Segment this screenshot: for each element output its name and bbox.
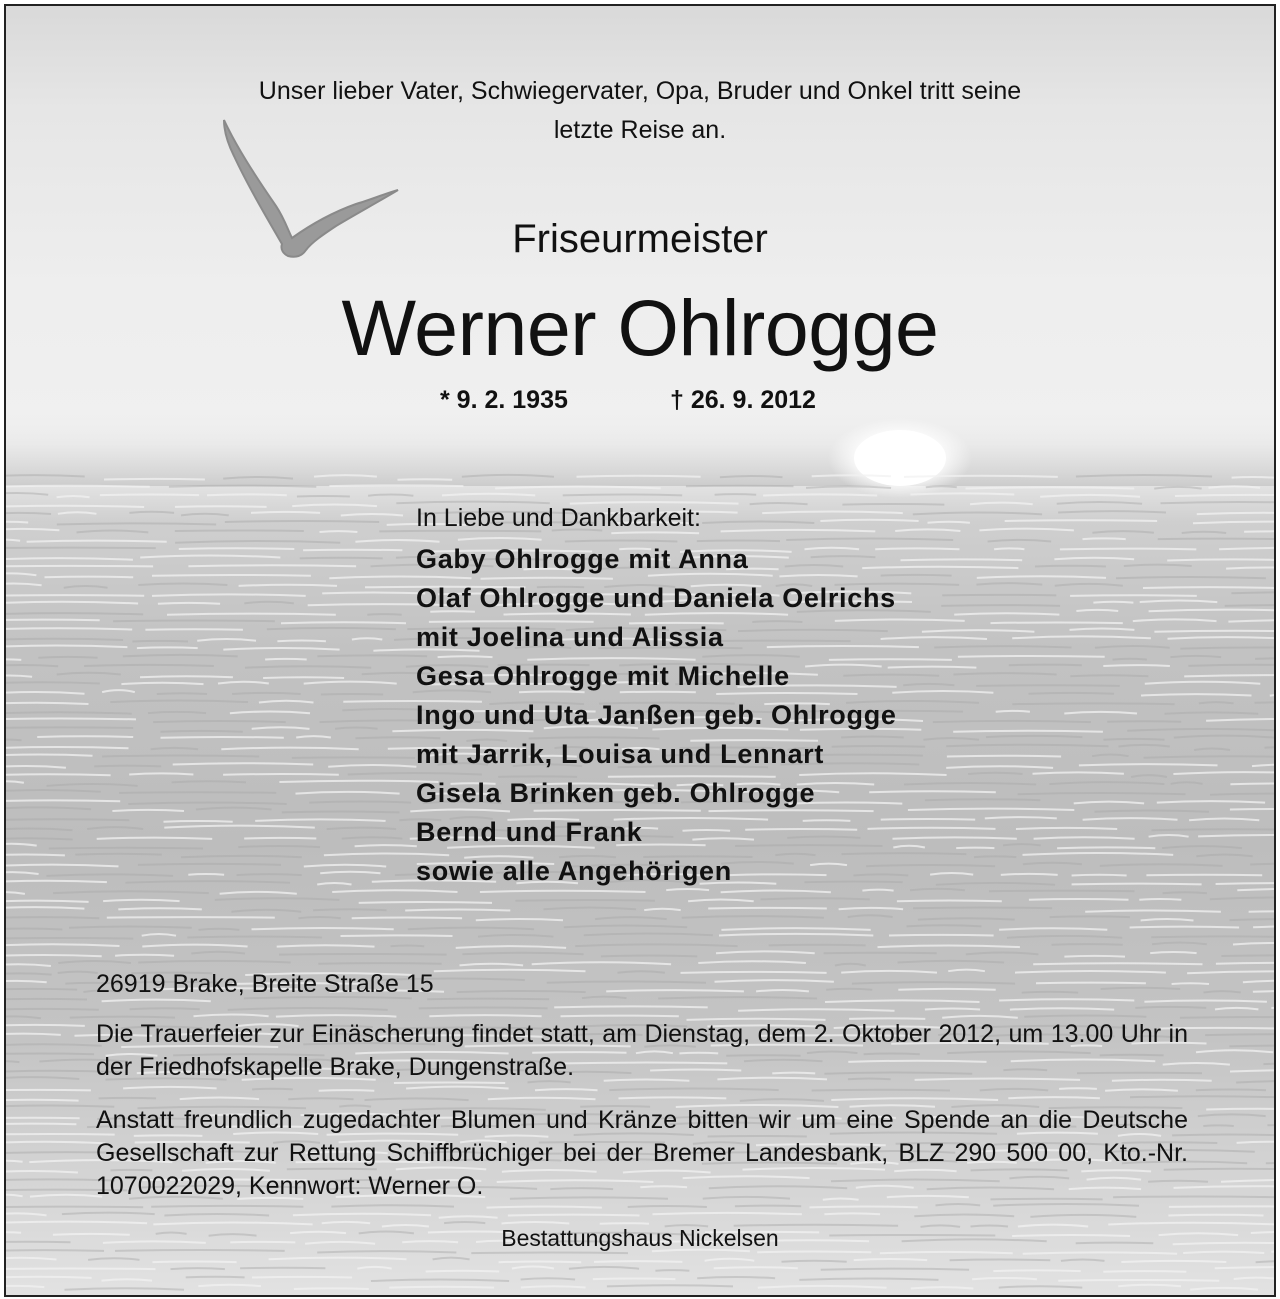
obituary-notice <box>4 4 1276 1297</box>
mourner-line: Bernd und Frank <box>416 817 643 847</box>
intro-line: Unser lieber Vater, Schwiegervater, Opa, Bruder und Onkel tritt seine <box>258 77 1022 105</box>
mourners-list <box>416 540 1116 891</box>
mourner-line: Ingo und Uta Janßen geb. Ohlrogge <box>416 700 897 730</box>
family-address: 26919 Brake, Breite Straße 15 <box>96 970 434 998</box>
funeral-service-text: Die Trauerfeier zur Einäscherung findet statt, am Dienstag, dem 2. Oktober 2012, um 13.00 Uhr in der Friedhofskapelle Brake, Dungenstraße. <box>96 1020 1188 1081</box>
mourner-line: sowie alle Angehörigen <box>416 856 732 886</box>
mourner-line: Gaby Ohlrogge mit Anna <box>416 544 749 574</box>
death-date: † 26. 9. 2012 <box>670 386 816 414</box>
funeral-home-name: Bestattungshaus Nickelsen <box>501 1225 779 1251</box>
mourner-line: mit Jarrik, Louisa und Lennart <box>416 739 825 769</box>
intro-text <box>156 72 1124 150</box>
intro-line: letzte Reise an. <box>553 116 727 144</box>
birth-date: * 9. 2. 1935 <box>440 386 568 414</box>
profession-title: Friseurmeister <box>512 217 768 261</box>
mourners-block <box>416 498 1116 891</box>
mourner-line: Olaf Ohlrogge und Daniela Oelrichs <box>416 583 896 613</box>
mourner-line: Gesa Ohlrogge mit Michelle <box>416 661 790 691</box>
donation-request-text: Anstatt freundlich zugedachter Blumen und Kränze bitten wir um eine Spende an die Deutsche Gesellschaft zur Rettung Schiffbrüchiger bei der Bremer Landesbank, BLZ 290 500 00, Kto.-Nr. 1070022029, Kennwort: Werner O. <box>96 1106 1188 1200</box>
dedication-line: In Liebe und Dankbarkeit: <box>416 504 701 532</box>
mourner-line: mit Joelina und Alissia <box>416 622 724 652</box>
mourner-line: Gisela Brinken geb. Ohlrogge <box>416 778 816 808</box>
deceased-name: Werner Ohlrogge <box>341 283 939 372</box>
